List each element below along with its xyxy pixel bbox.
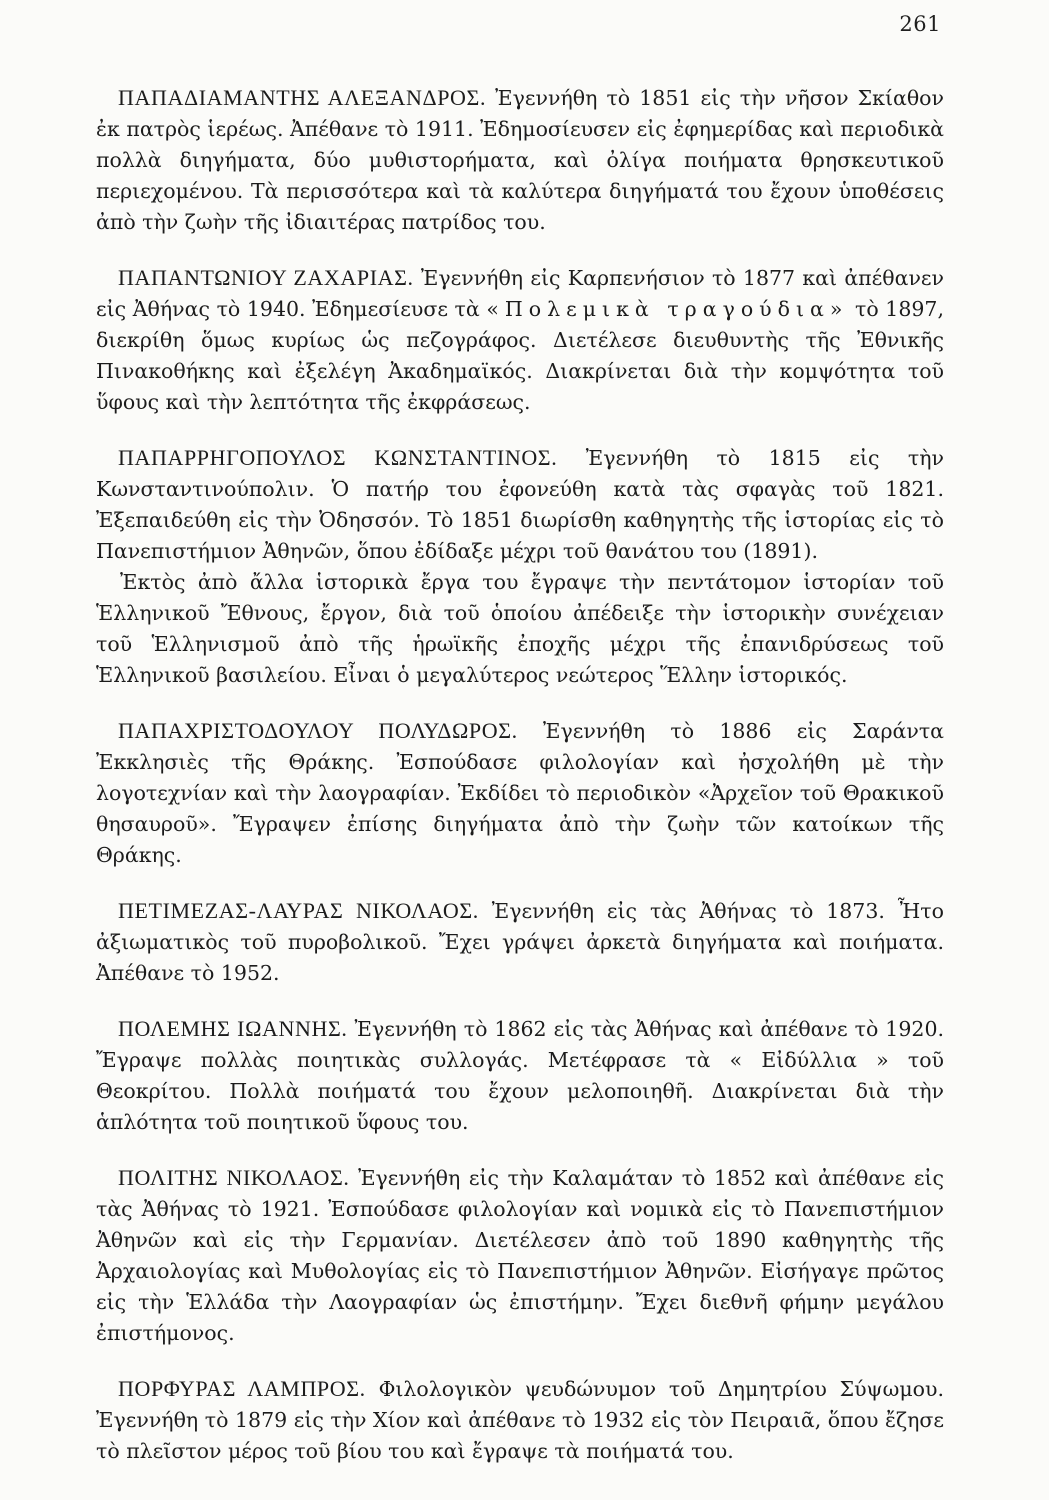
entry-text: Ἐγεννήθη τὸ 1886 εἰς Σαράντα Ἐκκλησιὲς τῆς Θράκης. Ἐσπούδασε φιλολογίαν καὶ ἠσχολήθη μὲ τὴν λογοτεχνίαν καὶ τὴν λαογραφίαν. Ἐκδίδει τὸ περιοδικὸν «Ἀρχεῖον τοῦ Θρακικοῦ θησαυροῦ». Ἔγραψεν ἐπίσης διηγήματα ἀπὸ τὴν ζωὴν τῶν κατοίκων τῆς Θράκης. xyxy=(96,719,945,867)
page-number: 261 xyxy=(899,12,941,36)
entry-text: Ἐγεννήθη εἰς τὰς Ἀθήνας τὸ 1873. Ἦτο ἀξιωματικὸς τοῦ πυροβολικοῦ. Ἔχει γράψει ἀρκετὰ διηγήματα καὶ ποιήματα. Ἀπέθανε τὸ 1952. xyxy=(96,899,944,985)
entry-heading: ΠΟΡΦΥΡΑΣ ΛΑΜΠΡΟΣ. xyxy=(118,1376,366,1401)
entry-text: Ἐγεννήθη τὸ 1851 εἰς τὴν νῆσον Σκίαθον ἐκ πατρὸς ἱερέως. Ἀπέθανε τὸ 1911. Ἐδημοσίευσεν εἰς ἐφημερίδας καὶ περιοδικὰ πολλὰ διηγήματα, δύο μυθιστορήματα, καὶ ὀλίγα ποιήματα θρησκευτικοῦ περιεχομένου. Τὰ περισσότερα καὶ τὰ καλύτερα διηγήματά του ἔχουν ὑποθέσεις ἀπὸ τὴν ζωὴν τῆς ἰδιαιτέρας πατρίδος του. xyxy=(96,86,944,234)
entry-heading: ΠΟΛΙΤΗΣ ΝΙΚΟΛΑΟΣ. xyxy=(118,1165,350,1190)
entry-paparrigopoulos xyxy=(96,442,944,691)
entry-text: Ἐγεννήθη εἰς Καρπενήσιον τὸ 1877 καὶ ἀπέθανεν εἰς Ἀθήνας τὸ 1940. Ἐδημεσίευσε τὰ xyxy=(96,266,944,321)
page-content xyxy=(96,82,944,1491)
work-title: «Πολεμικὰ τραγούδια» xyxy=(486,297,849,321)
entry-text: Φιλολογικὸν ψευδώνυμον τοῦ Δημητρίου Σύψωμου. Ἐγεννήθη τὸ 1879 εἰς τὴν Χίον καὶ ἀπέθανε τὸ 1932 εἰς τὸν Πειραιᾶ, ὅπου ἔζησε τὸ πλεῖστον μέρος τοῦ βίου του καὶ ἔγραψε τὰ ποιήματά του. xyxy=(96,1377,944,1463)
entry-petimezas-lavras xyxy=(96,895,944,989)
entry-heading: ΠΑΠΑΡΡΗΓΟΠΟΥΛΟΣ ΚΩΝΣΤΑΝΤΙΝΟΣ. xyxy=(118,445,558,470)
entry-text: Ἐγεννήθη τὸ 1862 εἰς τὰς Ἀθήνας καὶ ἀπέθανε τὸ 1920. Ἔγραψε πολλὰς ποιητικὰς συλλογάς. Μετέφρασε τὰ « Εἰδύλλια » τοῦ Θεοκρίτου. Πολλὰ ποιήματά του ἔχουν μελοποιηθῆ. Διακρίνεται διὰ τὴν ἁπλότητα τοῦ ποιητικοῦ ὕφους του. xyxy=(96,1017,944,1134)
entry-heading: ΠΑΠΑΔΙΑΜΑΝΤΗΣ ΑΛΕΞΑΝΔΡΟΣ. xyxy=(118,85,487,110)
entry-politis xyxy=(96,1162,944,1349)
entry-heading: ΠΕΤΙΜΕΖΑΣ-ΛΑΥΡΑΣ ΝΙΚΟΛΑΟΣ. xyxy=(118,898,479,923)
entry-text-paragraph-2: Ἐκτὸς ἀπὸ ἄλλα ἱστορικὰ ἔργα του ἔγραψε τὴν πεντάτομον ἱστορίαν τοῦ Ἑλληνικοῦ Ἔθνους, ἔργον, διὰ τοῦ ὁποίου ἀπέδειξε τὴν ἱστορικὴν συνέχειαν τοῦ Ἑλληνισμοῦ ἀπὸ τῆς ἡρωϊκῆς ἐποχῆς μέχρι τῆς ἐπανιδρύσεως τοῦ Ἑλληνικοῦ βασιλείου. Εἶναι ὁ μεγαλύτερος νεώτερος Ἕλλην ἱστορικός. xyxy=(96,570,944,687)
entry-polemis xyxy=(96,1013,944,1138)
entry-text: Ἐγεννήθη τὸ 1815 εἰς τὴν Κωνσταντινούπολιν. Ὁ πατήρ του ἐφονεύθη κατὰ τὰς σφαγὰς τοῦ 1821. Ἐξεπαιδεύθη εἰς τὴν Ὀδησσόν. Τὸ 1851 διωρίσθη καθηγητὴς τῆς ἱστορίας εἰς τὸ Πανεπιστήμιον Ἀθηνῶν, ὅπου ἐδίδαξε μέχρι τοῦ θανάτου του (1891). xyxy=(96,446,944,563)
entry-papadiamantis xyxy=(96,82,944,238)
entry-text: Ἐγεννήθη εἰς τὴν Καλαμάταν τὸ 1852 καὶ ἀπέθανε εἰς τὰς Ἀθήνας τὸ 1921. Ἐσπούδασε φιλολογίαν καὶ νομικὰ εἰς τὸ Πανεπιστήμιον Ἀθηνῶν καὶ εἰς τὴν Γερμανίαν. Διετέλεσεν ἀπὸ τοῦ 1890 καθηγητὴς τῆς Ἀρχαιολογίας καὶ Μυθολογίας εἰς τὸ Πανεπιστήμιον Ἀθηνῶν. Εἰσήγαγε πρῶτος εἰς τὴν Ἑλλάδα τὴν Λαογραφίαν ὡς ἐπιστήμην. Ἔχει διεθνῆ φήμην μεγάλου ἐπιστήμονος. xyxy=(96,1166,944,1345)
entry-text-continued: τὸ 1897, διεκρίθη ὅμως κυρίως ὡς πεζογράφος. Διετέλεσε διευθυντὴς τῆς Ἐθνικῆς Πινακοθήκης καὶ ἐξελέγη Ἀκαδημαϊκός. Διακρίνεται διὰ τὴν κομψότητα τοῦ ὕφους καὶ τὴν λεπτότητα τῆς ἐκφράσεως. xyxy=(96,297,944,414)
entry-porfyras xyxy=(96,1373,944,1467)
entry-heading: ΠΑΠΑΝΤΩΝΙΟΥ ΖΑΧΑΡΙΑΣ. xyxy=(118,265,414,290)
entry-heading: ΠΑΠΑΧΡΙΣΤΟΔΟΥΛΟΥ ΠΟΛΥΔΩΡΟΣ. xyxy=(118,718,518,743)
entry-papantoniou xyxy=(96,262,944,418)
entry-heading: ΠΟΛΕΜΗΣ ΙΩΑΝΝΗΣ. xyxy=(118,1016,348,1041)
entry-papachristodoulou xyxy=(96,715,944,871)
